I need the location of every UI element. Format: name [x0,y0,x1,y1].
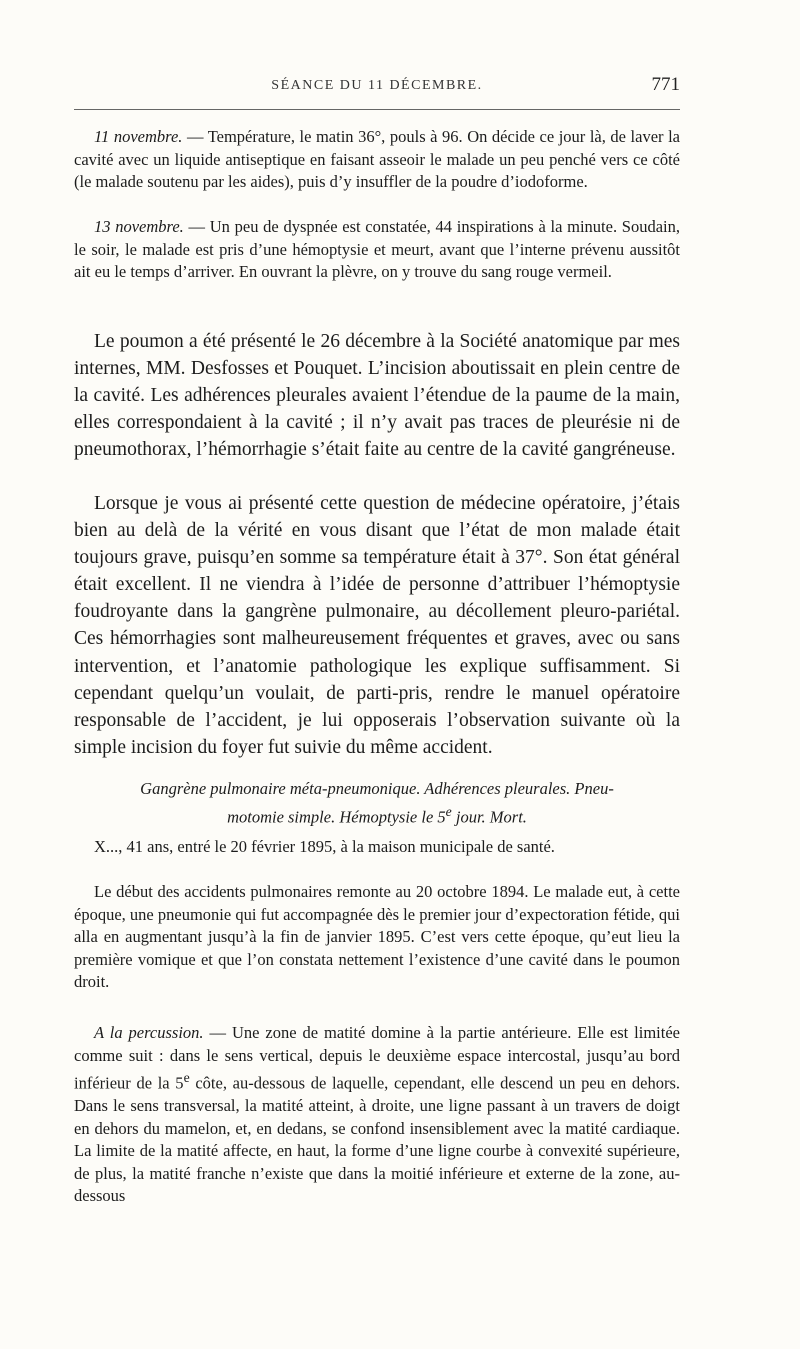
case-history: Le début des accidents pulmonaires remonte au 20 octobre 1894. Le malade eut, à cette époque, une pneumonie qui fut accompagnée dès le premier jour d’expectoration fétide, qui alla en augmentant jusqu’à la fin de janvier 1895. C’est vers cette époque, qu’eut lieu la première vomique et que l’on constata nettement l’existence d’une cavité dans le poumon droit. [74,882,680,991]
case-title [74,778,680,829]
percussion-text-a: — Une zone de matité domine à la partie antérieure. Elle est limitée comme suit : dans le sens vertical, depuis le deuxième espace intercostal, jusqu’au bord inférieur de la 5 [74,1023,680,1093]
case-title-superscript: e [445,803,452,819]
entry-nov-11 [74,126,680,194]
running-title: SÉANCE DU 11 DÉCEMBRE. [271,78,483,93]
case-title-line2-end: jour. Mort. [451,807,527,826]
entry-text: — Un peu de dyspnée est constatée, 44 inspirations à la minute. Soudain, le soir, le malade est pris d’une hémoptysie et meurt, avant que l’interne prévenu aussitôt ait eu le temps d’arriver. En ouvrant la plèvre, on y trouve du sang rouge vermeil. [74,217,680,281]
percussion-label: A la percussion. [94,1023,204,1042]
percussion-paragraph [74,1022,680,1208]
case-title-line2: motomie simple. Hémoptysie le 5 [227,807,446,826]
percussion-superscript: e [183,1070,190,1085]
paragraph-poumon: Le poumon a été présenté le 26 décembre à la Société anatomique par mes internes, MM. Desfosses et Pouquet. L’incision aboutissait en plein centre de la cavité. Les adhérences pleurales avaient l’étendue de la paume de la main, elles correspondaient à la cavité ; il n’y avait pas traces de pleurésie ni de pneumothorax, l’hémorrhagie s’était faite au centre de la cavité gangréneuse. [74,331,680,461]
entry-date: 13 novembre. [94,217,184,236]
entry-nov-13 [74,216,680,284]
page-number: 771 [651,74,680,95]
paragraph-lorsque: Lorsque je vous ai présenté cette question de médecine opératoire, j’étais bien au delà de la vérité en vous disant que l’état de mon malade était toujours grave, puisqu’en somme sa température était à 37°. Son état général était excellent. Il ne viendra à l’idée de personne d’attribuer l’hémoptysie foudroyante dans la gangrène pulmonaire, au décollement pleuro-pariétal. Ces hémorrhagies sont malheureusement fréquentes et graves, avec ou sans intervention, et l’anatomie pathologique les explique suffisamment. Si cependant quelqu’un voulait, de parti-pris, rendre le manuel opératoire responsable de l’accident, je lui opposerais l’observation suivante où la simple incision du foyer fut suivie du même accident. [74,493,680,758]
header-rule [74,109,680,110]
entry-date: 11 novembre. [94,127,183,146]
case-title-line1: Gangrène pulmonaire méta-pneumonique. Adhérences pleurales. Pneu- [140,779,614,798]
entry-text: — Température, le matin 36°, pouls à 96. On décide ce jour là, de laver la cavité avec un liquide antiseptique en faisant asseoir le malade un peu penché vers ce côté (le malade soutenu par les aides), puis d’y insuffler de la poudre d’iodoforme. [74,127,680,191]
case-intro: X..., 41 ans, entré le 20 février 1895, à la maison municipale de santé. [94,837,555,856]
page-header [74,74,680,100]
percussion-text-b: côte, au-dessous de laquelle, cependant, elle descend un peu en dehors. Dans le sens transversal, la matité atteint, à droite, une ligne passant à un travers de doigt en dehors du mamelon, et, en dedans, se confond insensiblement avec la matité cardiaque. La limite de la matité affecte, en haut, la forme d’une ligne courbe à convexité supérieure, de plus, la matité franche n’existe que dans la moitié inférieure et externe de la zone, au-dessous [74,1073,681,1205]
